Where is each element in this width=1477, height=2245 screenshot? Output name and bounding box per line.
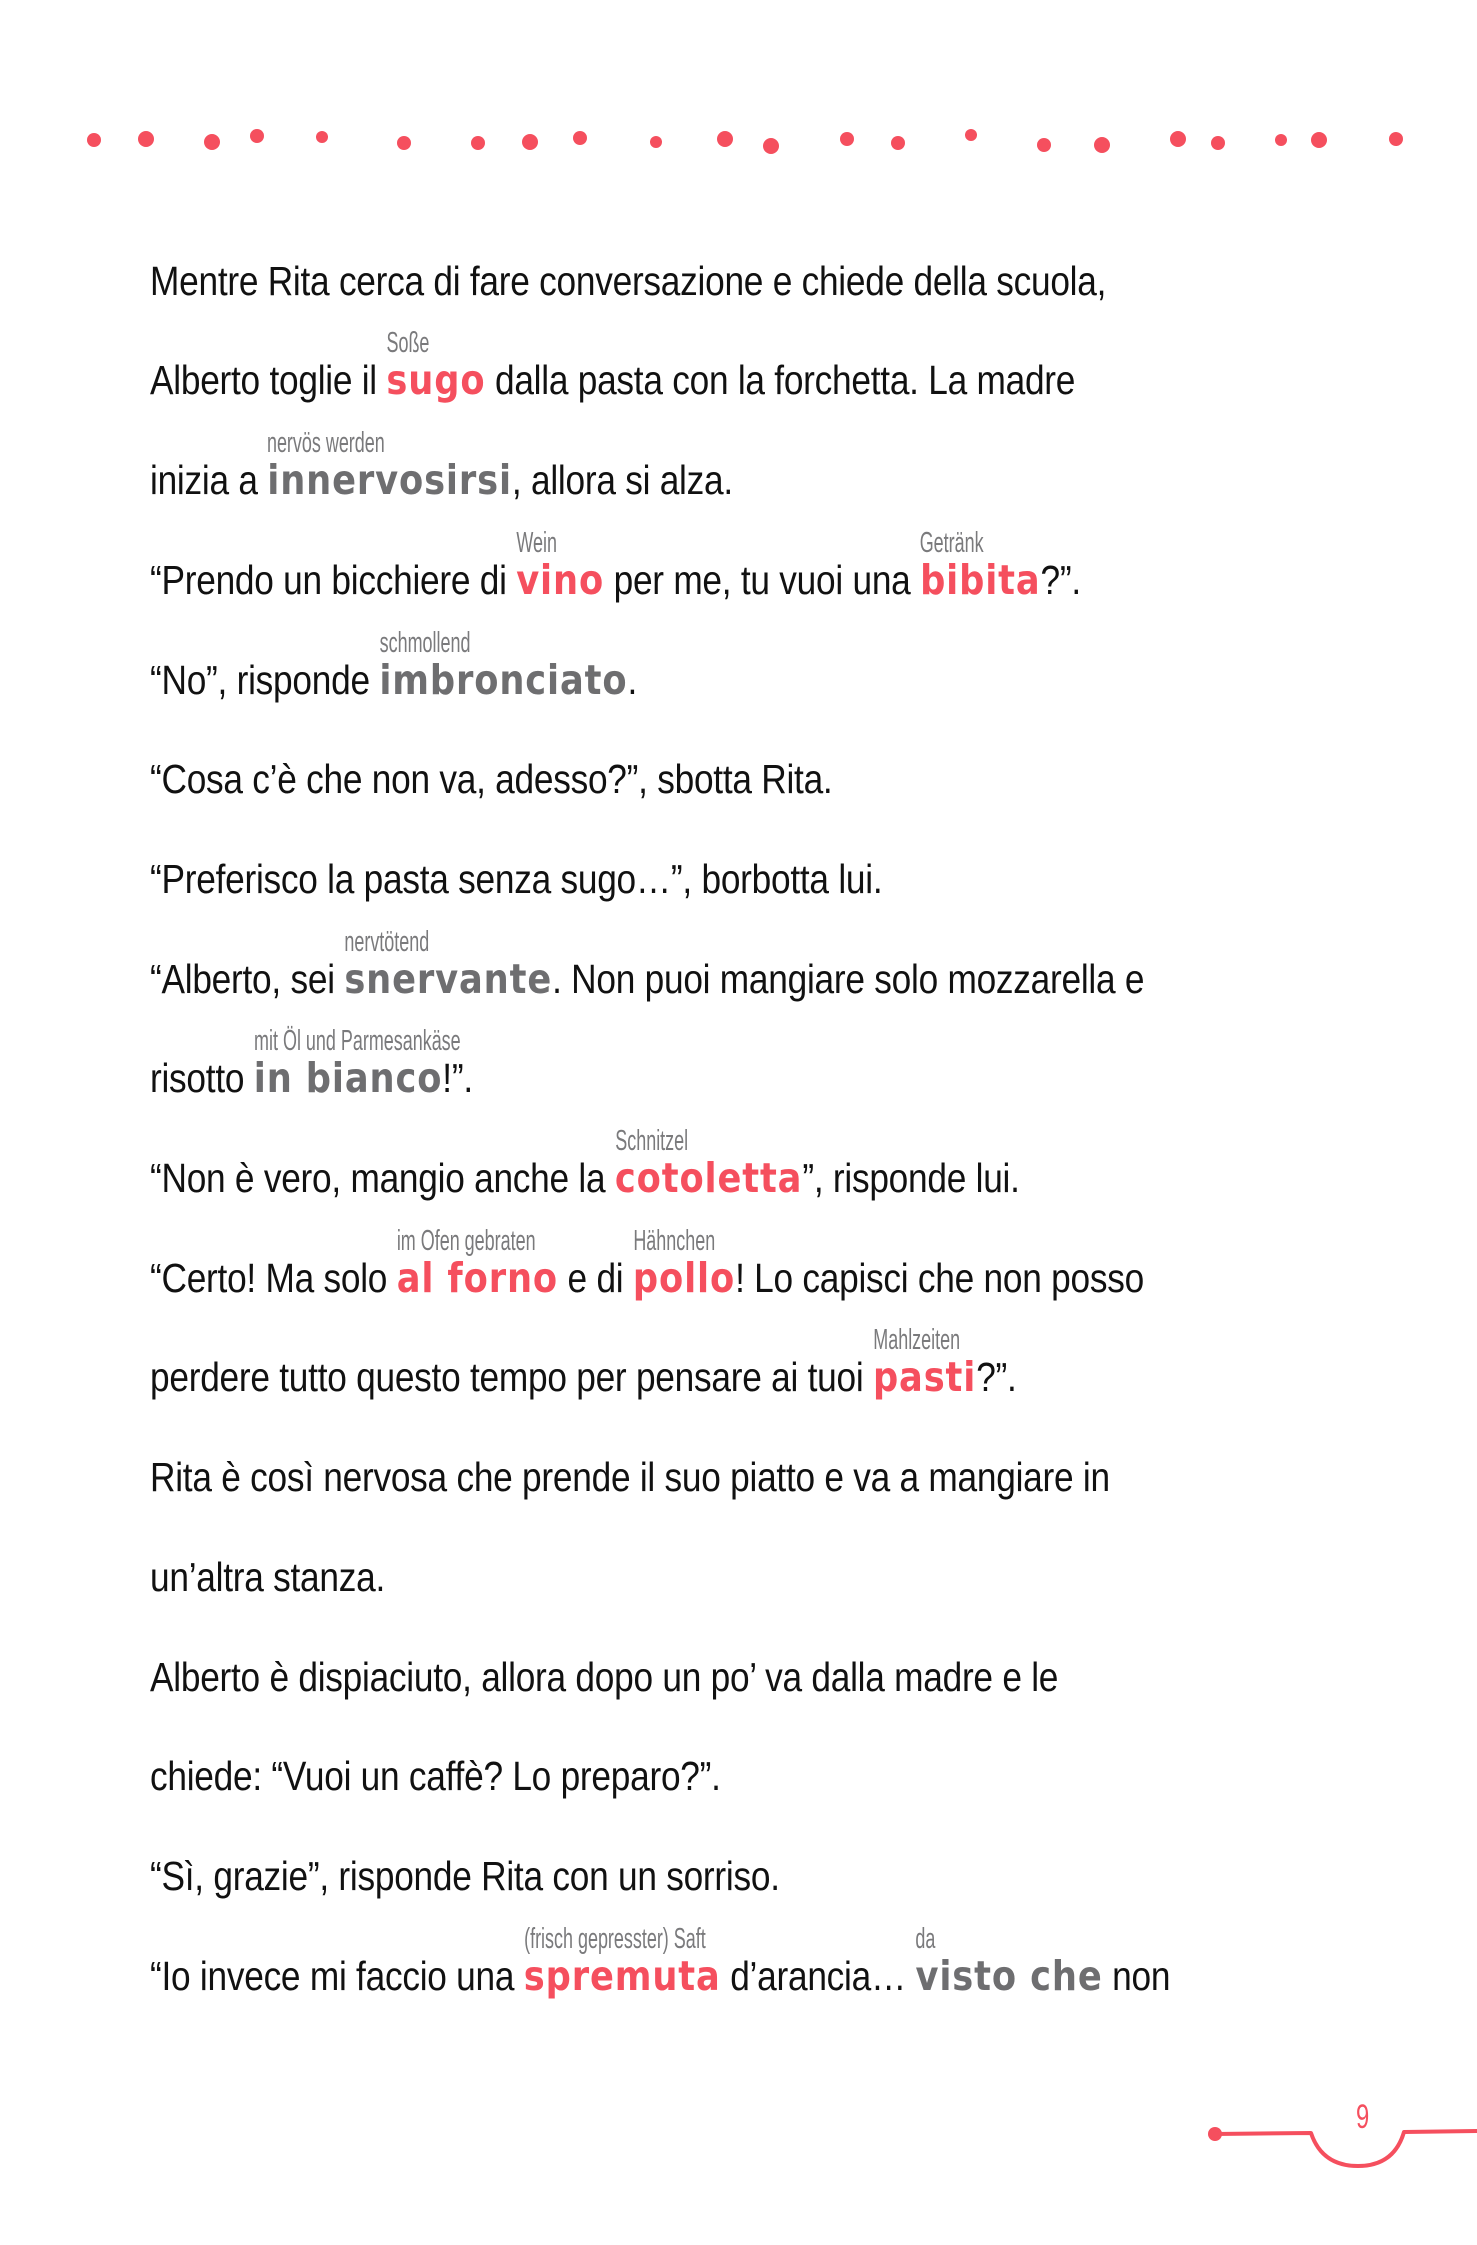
text-line <box>150 855 883 902</box>
vocab-keyword <box>632 1224 736 1302</box>
text-line <box>150 1324 1017 1402</box>
body-text: . <box>627 656 637 703</box>
keyword-text: snervante <box>344 954 553 1003</box>
text-line <box>150 526 1081 604</box>
body-text: “Alberto, sei <box>150 955 345 1002</box>
vocab-keyword <box>872 1324 977 1402</box>
body-text: “Io invece mi faccio una <box>150 1952 524 1999</box>
body-text: un’altra stanza. <box>150 1553 386 1600</box>
header-dot <box>138 131 154 147</box>
vocab-keyword <box>523 1922 721 2000</box>
translation-gloss: da <box>915 1922 936 1955</box>
text-line <box>150 427 733 505</box>
keyword-text: in bianco <box>253 1054 443 1103</box>
translation-gloss: mit Öl und Parmesankäse <box>253 1025 461 1058</box>
keyword-text: spremuta <box>523 1951 721 2000</box>
text-line <box>150 925 1145 1003</box>
translation-gloss: Mahlzeiten <box>872 1324 960 1357</box>
body-text: “Certo! Ma solo <box>150 1254 397 1301</box>
body-text: Alberto è dispiaciuto, allora dopo un po’ va dalla madre e le <box>150 1653 1059 1700</box>
text-line <box>150 1224 1144 1302</box>
body-text: risotto <box>150 1055 254 1102</box>
body-text: , allora si alza. <box>511 457 733 504</box>
keyword-text: visto che <box>915 1951 1103 2000</box>
body-text: perdere tutto questo tempo per pensare ai tuoi <box>150 1354 873 1401</box>
body-text: “Sì, grazie”, risponde Rita con un sorriso. <box>150 1852 780 1899</box>
body-text: “Cosa c’è che non va, adesso?”, sbotta Rita. <box>150 756 833 803</box>
vocab-keyword <box>267 427 512 505</box>
header-dot <box>522 134 538 150</box>
header-dot <box>1275 134 1287 146</box>
translation-gloss: Schnitzel <box>614 1125 688 1158</box>
page-number: 9 <box>1356 2098 1370 2136</box>
translation-gloss: Getränk <box>920 526 984 559</box>
translation-gloss: (frisch gepresster) Saft <box>523 1922 706 1955</box>
header-dot <box>840 132 854 146</box>
header-dot <box>717 131 733 147</box>
translation-gloss: nervtötend <box>344 925 430 958</box>
header-dots-decoration <box>0 0 1477 200</box>
text-line <box>150 327 1076 405</box>
body-text: “Preferisco la pasta senza sugo…”, borbotta lui. <box>150 855 883 902</box>
header-dot <box>1211 136 1225 150</box>
text-line <box>150 756 833 803</box>
body-text: per me, tu vuoi una <box>604 556 921 603</box>
header-dot <box>471 136 485 150</box>
text-line <box>150 257 1107 304</box>
header-dot <box>250 129 264 143</box>
translation-gloss: im Ofen gebraten <box>396 1224 536 1257</box>
text-line <box>150 1025 473 1103</box>
body-text: . Non puoi mangiare solo mozzarella e <box>552 955 1145 1002</box>
translation-gloss: nervös werden <box>267 427 386 460</box>
header-dot <box>891 136 905 150</box>
body-text: Mentre Rita cerca di fare conversazione e chiede della scuola, <box>150 257 1107 304</box>
body-text: ?”. <box>976 1354 1017 1401</box>
body-text: Rita è così nervosa che prende il suo piatto e va a mangiare in <box>150 1454 1110 1501</box>
translation-gloss: Soße <box>386 327 430 360</box>
body-text: “No”, risponde <box>150 656 380 703</box>
keyword-text: pasti <box>872 1353 977 1402</box>
header-dot <box>965 129 977 141</box>
text-line <box>150 1922 1171 2000</box>
body-text: ”, risponde lui. <box>802 1155 1020 1202</box>
text-line <box>150 1753 721 1800</box>
body-text: “Non è vero, mangio anche la <box>150 1155 615 1202</box>
header-dot <box>1094 137 1110 153</box>
body-text: dalla pasta con la forchetta. La madre <box>485 357 1076 404</box>
keyword-text: innervosirsi <box>267 456 512 505</box>
header-dot <box>316 131 328 143</box>
keyword-text: vino <box>516 555 605 604</box>
body-text: “Prendo un bicchiere di <box>150 556 517 603</box>
header-dot <box>763 138 779 154</box>
body-text: chiede: “Vuoi un caffè? Lo preparo?”. <box>150 1753 721 1800</box>
vocab-keyword <box>344 925 553 1003</box>
vocab-keyword <box>253 1025 461 1103</box>
text-line <box>150 1553 386 1600</box>
header-dot <box>1170 131 1186 147</box>
body-text: ! Lo capisci che non posso <box>735 1254 1144 1301</box>
text-line <box>150 1653 1059 1700</box>
header-dot <box>1389 132 1403 146</box>
translation-gloss: Wein <box>516 526 557 559</box>
keyword-text: cotoletta <box>614 1154 803 1203</box>
body-text: inizia a <box>150 457 268 504</box>
body-text: Alberto toglie il <box>150 357 387 404</box>
body-text: ?”. <box>1040 556 1081 603</box>
header-dot <box>573 131 587 145</box>
header-dot <box>650 136 662 148</box>
vocab-keyword <box>396 1224 559 1302</box>
keyword-text: pollo <box>632 1253 736 1302</box>
vocab-keyword <box>516 526 605 604</box>
translation-gloss: schmollend <box>379 626 471 659</box>
translation-gloss: Hähnchen <box>632 1224 715 1257</box>
header-dot <box>87 133 101 147</box>
text-line <box>150 626 637 704</box>
body-text: d’arancia… <box>720 1952 916 1999</box>
header-dot <box>1037 138 1051 152</box>
body-text: !”. <box>442 1055 473 1102</box>
keyword-text: sugo <box>386 356 486 405</box>
header-dot <box>397 136 411 150</box>
vocab-keyword <box>920 526 1041 604</box>
header-dot <box>204 134 220 150</box>
vocab-keyword <box>915 1922 1103 2000</box>
text-line <box>150 1125 1020 1203</box>
vocab-keyword <box>379 626 628 704</box>
vocab-keyword <box>386 327 486 405</box>
keyword-text: bibita <box>920 555 1041 604</box>
keyword-text: al forno <box>396 1253 559 1302</box>
header-dot <box>1311 132 1327 148</box>
vocab-keyword <box>614 1125 803 1203</box>
text-line <box>150 1852 780 1899</box>
body-text: e di <box>558 1254 633 1301</box>
body-text: non <box>1102 1952 1171 1999</box>
keyword-text: imbronciato <box>379 655 628 704</box>
text-line <box>150 1454 1110 1501</box>
